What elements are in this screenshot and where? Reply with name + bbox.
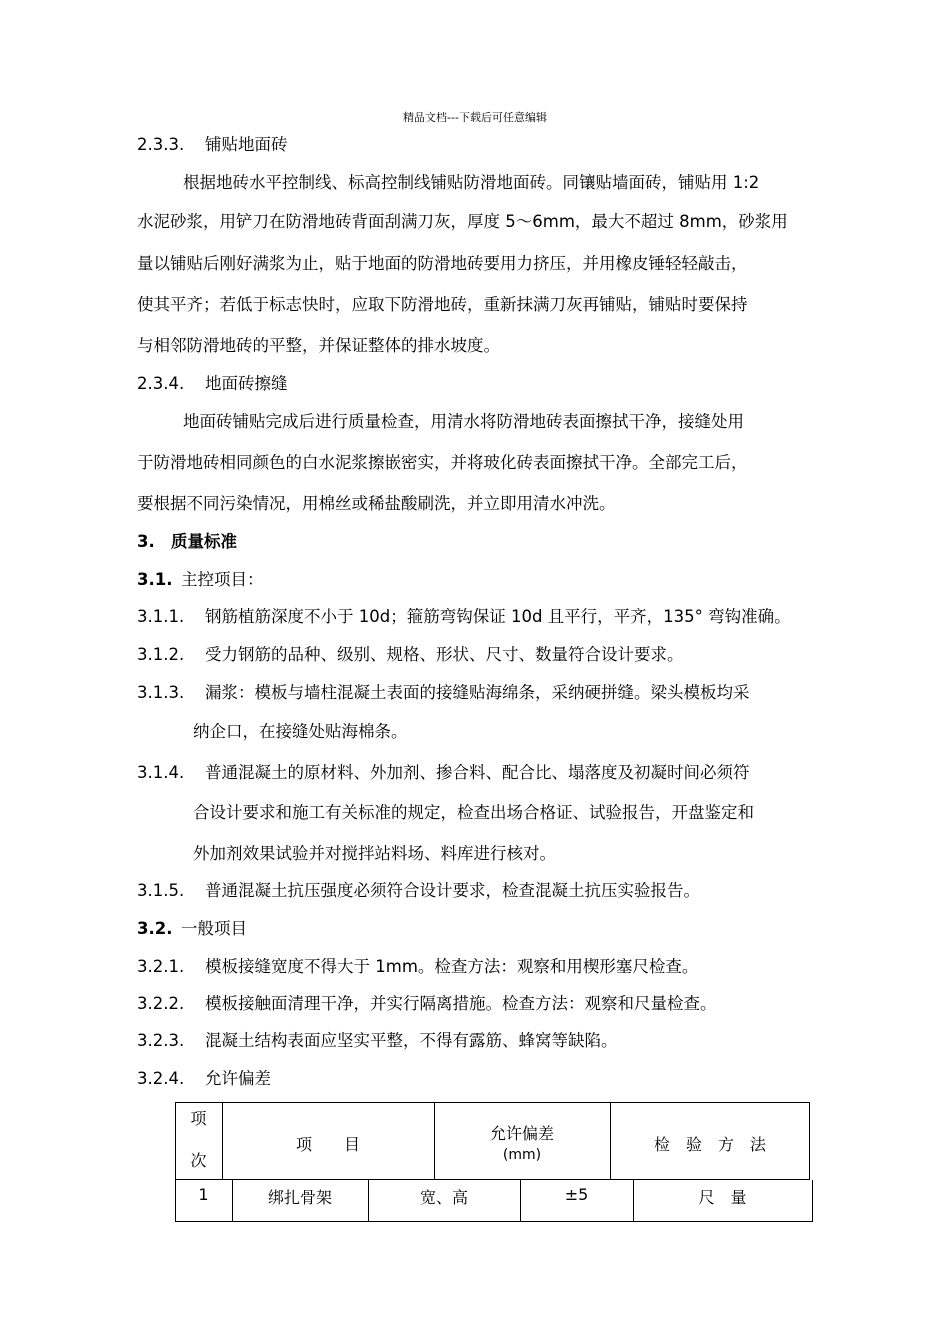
paragraph-line: 量以铺贴后刚好满浆为止，贴于地面的防滑地砖要用力挤压，并用橡皮锤轻轻敲击， [137, 254, 748, 273]
table-row: 1 [198, 1185, 209, 1204]
item-3-2-4: 3.2.4. 允许偏差 [137, 1069, 271, 1088]
header-col-no-bottom: 次 [190, 1151, 207, 1170]
item-3-1-5: 3.1.5. 普通混凝土抗压强度必须符合设计要求，检查混凝土抗压实验报告。 [137, 881, 700, 900]
item-3-2-3: 3.2.3. 混凝土结构表面应坚实平整，不得有露筋、蜂窝等缺陷。 [137, 1031, 618, 1050]
item-3-1-2: 3.1.2. 受力钢筋的品种、级别、规格、形状、尺寸、数量符合设计要求。 [137, 645, 684, 664]
paragraph-line: 与相邻防滑地砖的平整，并保证整体的排水坡度。 [137, 336, 500, 355]
paragraph-line: 根据地砖水平控制线、标高控制线铺贴防滑地面砖。同镶贴墙面砖，铺贴用 1:2 [183, 173, 760, 192]
heading-2-3-4: 2.3.4. 地面砖擦缝 [137, 374, 288, 393]
item-3-1-3-cont: 纳企口，在接缝处贴海棉条。 [193, 722, 408, 741]
item-3-1-4: 3.1.4. 普通混凝土的原材料、外加剂、掺合料、配合比、塌落度及初凝时间必须符 [137, 763, 750, 782]
item-3-1-4-cont: 外加剂效果试验并对搅拌站料场、料库进行核对。 [193, 844, 556, 863]
table-cell-tolerance: ±5 [564, 1185, 589, 1204]
paragraph-line: 要根据不同污染情况，用棉丝或稀盐酸刷洗，并立即用清水冲洗。 [137, 494, 616, 513]
heading-2-3-3: 2.3.3. 铺贴地面砖 [137, 135, 288, 154]
header-col-tolerance-unit: (mm) [502, 1147, 542, 1163]
page-header: 精品文档---下载后可任意编辑 [403, 111, 547, 124]
paragraph-line: 地面砖铺贴完成后进行质量检查，用清水将防滑地砖表面擦拭干净，接缝处用 [183, 412, 744, 431]
header-col-tolerance: 允许偏差 [489, 1124, 554, 1143]
item-3-1-4-cont: 合设计要求和施工有关标准的规定，检查出场合格证、试验报告，开盘鉴定和 [193, 803, 754, 822]
paragraph-line: 使其平齐；若低于标志快时，应取下防滑地砖，重新抹满刀灰再铺贴，铺贴时要保持 [137, 295, 748, 314]
item-3-1-3: 3.1.3. 漏浆：模板与墙柱混凝土表面的接缝贴海绵条，采纳硬拼缝。梁头模板均采 [137, 683, 750, 702]
heading-3-2: 3.2. 一般项目 [137, 919, 247, 938]
header-col-method: 检 验 方 法 [653, 1135, 766, 1154]
table-cell-method: 尺 量 [698, 1188, 747, 1207]
table-cell-item: 绑扎骨架 [267, 1188, 332, 1207]
item-3-2-2: 3.2.2. 模板接触面清理干净，并实行隔离措施。检查方法：观察和尺量检查。 [137, 994, 717, 1013]
table-cell-sub: 宽、高 [419, 1188, 468, 1207]
paragraph-line: 于防滑地砖相同颜色的白水泥浆擦嵌密实，并将玻化砖表面擦拭干净。全部完工后， [137, 453, 748, 472]
paragraph-line: 水泥砂浆，用铲刀在防滑地砖背面刮满刀灰，厚度 5～6mm，最大不超过 8mm，砂浆用 [137, 212, 788, 231]
header-col-no-top: 项 [190, 1109, 207, 1128]
item-3-2-1: 3.2.1. 模板接缝宽度不得大于 1mm。检查方法：观察和用楔形塞尺检查。 [137, 957, 699, 976]
heading-3-1: 3.1. 主控项目： [137, 570, 264, 589]
item-3-1-1: 3.1.1. 钢筋植筋深度不小于 10d；箍筋弯钩保证 10d 且平行，平齐，135° 弯钩准确。 [137, 607, 791, 626]
table-divider [812, 1180, 813, 1222]
table-divider [175, 1221, 813, 1222]
heading-3: 3. 质量标准 [137, 532, 237, 551]
header-col-item: 项 目 [295, 1135, 360, 1154]
